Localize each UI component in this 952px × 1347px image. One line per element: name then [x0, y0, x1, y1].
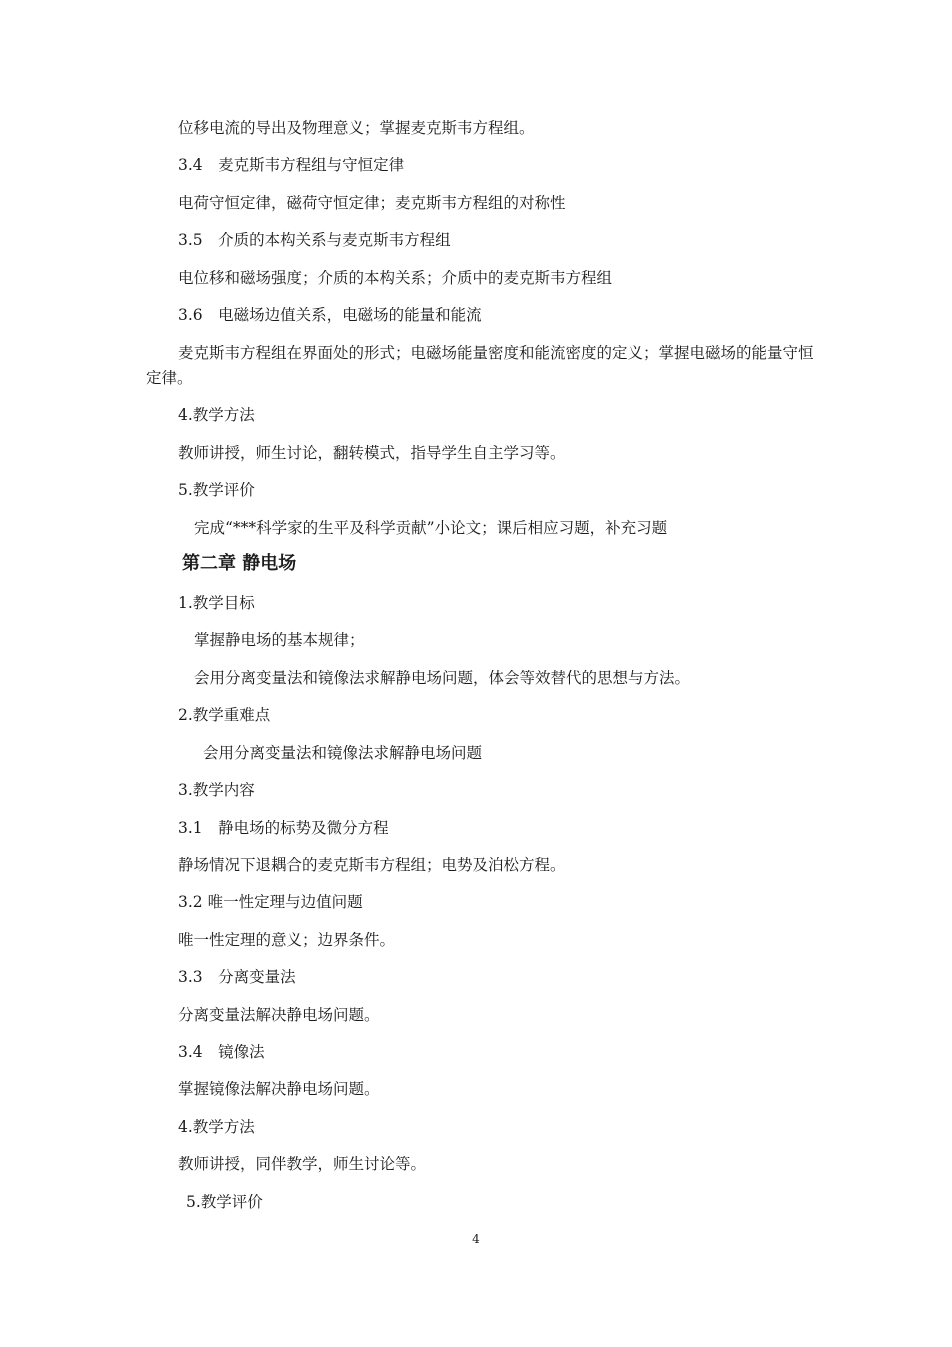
section-heading: 3.6 电磁场边值关系，电磁场的能量和能流: [178, 306, 482, 324]
section-heading: 3.4 镜像法: [178, 1043, 265, 1061]
text-line: 掌握镜像法解决静电场问题。: [178, 1080, 380, 1098]
section-heading: 5.教学评价: [186, 1193, 263, 1211]
text-paragraph: 麦克斯韦方程组在界面处的形式；电磁场能量密度和能流密度的定义；掌握电磁场的能量守恒定律。: [146, 344, 814, 387]
text-line: 唯一性定理的意义；边界条件。: [178, 931, 396, 949]
section-heading: 3.3 分离变量法: [178, 968, 296, 986]
text-line: 会用分离变量法和镜像法求解静电场问题: [203, 744, 483, 762]
section-heading: 3.教学内容: [178, 781, 255, 799]
text-line: 教师讲授，同伴教学，师生讨论等。: [178, 1155, 427, 1173]
page-number: 4: [472, 1232, 480, 1246]
section-heading: 4.教学方法: [178, 1118, 255, 1136]
text-line: 静场情况下退耦合的麦克斯韦方程组；电势及泊松方程。: [178, 856, 566, 874]
text-line: 完成“***科学家的生平及科学贡献”小论文；课后相应习题，补充习题: [194, 519, 668, 537]
section-heading: 3.2 唯一性定理与边值问题: [178, 893, 363, 911]
section-heading: 1.教学目标: [178, 594, 255, 612]
text-line: 电荷守恒定律，磁荷守恒定律；麦克斯韦方程组的对称性: [178, 194, 566, 212]
text-line: 会用分离变量法和镜像法求解静电场问题，体会等效替代的思想与方法。: [194, 669, 691, 687]
chapter-title: 第二章 静电场: [182, 553, 297, 574]
text-line: 电位移和磁场强度；介质的本构关系；介质中的麦克斯韦方程组: [178, 269, 613, 287]
section-heading: 2.教学重难点: [178, 706, 271, 724]
text-line: 教师讲授，师生讨论，翻转模式，指导学生自主学习等。: [178, 444, 566, 462]
text-line: 掌握静电场的基本规律；: [194, 631, 365, 649]
section-heading: 3.4 麦克斯韦方程组与守恒定律: [178, 156, 405, 174]
section-heading: 4.教学方法: [178, 406, 255, 424]
section-heading: 5.教学评价: [178, 481, 255, 499]
text-line: 分离变量法解决静电场问题。: [178, 1006, 380, 1024]
text-line: 位移电流的导出及物理意义；掌握麦克斯韦方程组。: [178, 119, 535, 137]
section-heading: 3.5 介质的本构关系与麦克斯韦方程组: [178, 231, 451, 249]
section-heading: 3.1 静电场的标势及微分方程: [178, 819, 389, 837]
